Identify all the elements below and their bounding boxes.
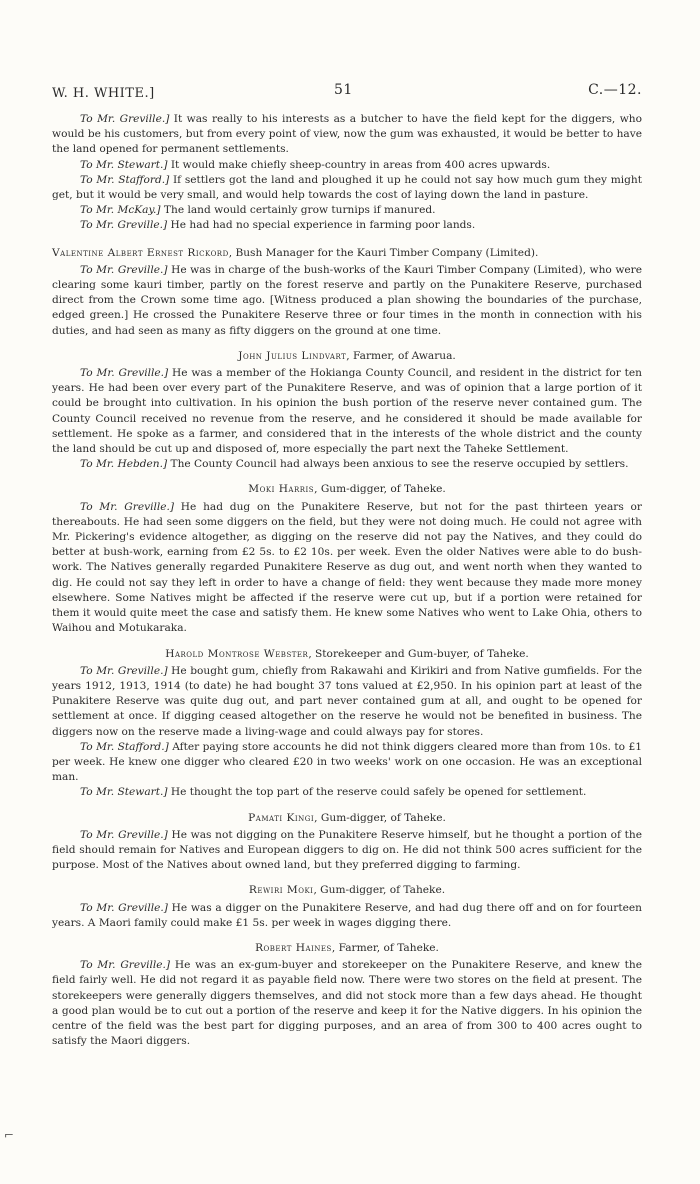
corner-mark: ⌐ — [4, 1128, 15, 1142]
testimony-paragraph: To Mr. Greville.] He was a member of the Hokianga County Council, and resident in the district for ten years. He had been over every part of the Punakitere Reserve, and was of opinion that a large portion of it could be brought into cultivation. In his opinion the bush portion of the reserve never contained gum. The County Council received no revenue from the reserve, and he considered it should be made available for settlement. He spoke as a farmer, and considered that in the interests of the whole district and the county the land should be cut up and disposed of, more especially the part next the Taheke Settlement. — [52, 367, 643, 456]
testimony-paragraph: To Mr. Greville.] He was not digging on the Punakitere Reserve himself, but he thought a portion of the field should remain for Natives and European diggers to dig on. He did not think 500 acres sufficient for the purpose. Most of the Natives about owned land, but they preferred digging to farming. — [52, 828, 643, 872]
witness-heading: Robert Haines, Farmer, of Taheke. — [255, 941, 439, 954]
witness-heading: Pamati Kingi, Gum-digger, of Taheke. — [248, 811, 446, 824]
testimony-paragraph: To Mr. Greville.] He had had no special experience in farming poor lands. — [80, 219, 476, 232]
page-number: 51 — [334, 82, 353, 98]
document-body — [52, 112, 642, 1049]
testimony-paragraph: To Mr. Stewart.] He thought the top part of the reserve could safely be opened for settlement. — [80, 786, 587, 799]
testimony-paragraph: To Mr. Greville.] He bought gum, chiefly from Rakawahi and Kirikiri and from Native gumfields. For the years 1912, 1913, 1914 (to date) he had bought 37 tons valued at £2,950. In his opinion part at least of the Punakitere Reserve was quite dug out, and part never contained gum at all, and ought to be opened for settlement at once. If digging ceased altogether on the reserve he would not be benefited in business. The diggers now on the reserve made a living-wage and could always pay for stores. — [52, 664, 643, 738]
witness-heading: John Julius Lindvart, Farmer, of Awarua. — [238, 349, 456, 362]
witness-heading: Valentine Albert Ernest Rickord, Bush Manager for the Kauri Timber Company (Limited). — [52, 246, 539, 259]
witness-heading: Rewiri Moki, Gum-digger, of Taheke. — [248, 884, 446, 897]
page-header — [52, 80, 642, 110]
testimony-paragraph: To Mr. Greville.] He was a digger on the Punakitere Reserve, and had dug there off and on for fourteen years. A Maori family could make £1 5s. per week in wages digging there. — [52, 901, 642, 929]
testimony-paragraph: To Mr. Stafford.] After paying store accounts he did not think diggers cleared more than from 10s. to £1 per week. He knew one digger who cleared £20 in two weeks' work on one occasion. He was an exceptional man. — [52, 740, 643, 784]
testimony-paragraph: To Mr. Greville.] He was an ex-gum-buyer and storekeeper on the Punakitere Reserve, and knew the field fairly well. He did not regard it as payable field now. There were two stores on the field at present. The storekeepers were generally diggers themselves, and did not stock more than a few days ahead. He thought a good plan would be to cut out a portion of the reserve and keep it for the Native diggers. In his opinion the centre of the field was the best part for digging purposes, and an area of from 300 to 400 acres ought to satisfy the Maori diggers. — [52, 959, 642, 1048]
document-reference: C.—12. — [588, 82, 642, 98]
testimony-paragraph: To Mr. Greville.] It was really to his interests as a butcher to have the field kept for the diggers, who would be his customers, but from every point of view, now the gum was exhausted, it would be better to have the land opened for permanent settlements. — [52, 113, 642, 156]
document-page — [52, 0, 642, 1049]
author-label: W. H. WHITE.] — [52, 86, 155, 101]
testimony-paragraph: To Mr. Hebden.] The County Council had always been anxious to see the reserve occupied by settlers. — [80, 458, 629, 471]
witness-heading: Moki Harris, Gum-digger, of Taheke. — [248, 483, 446, 496]
testimony-paragraph: To Mr. Stafford.] If settlers got the land and ploughed it up he could not say how much gum they might get, but it would be very small, and would help towards the cost of laying down the land in pasture. — [52, 173, 642, 202]
witness-heading: Harold Montrose Webster, Storekeeper and Gum-buyer, of Taheke. — [165, 647, 529, 660]
testimony-paragraph: To Mr. Stewart.] It would make chiefly sheep-country in areas from 400 acres upwards. — [80, 158, 551, 171]
testimony-paragraph: To Mr. Greville.] He had dug on the Punakitere Reserve, but not for the past thirteen years or thereabouts. He had seen some diggers on the field, but they were not doing much. He could not agree with Mr. Pickering's evidence altogether, as digging on the reserve did not pay the Natives, and they could do better at bush-work, earning from £2 5s. to £2 10s. per week. Even the older Natives were able to do bush-work. The Natives generally regarded Punakitere Reserve as dug out, and went north when they wanted to dig. He could not say they left in order to have a change of field: they went because they made more money elsewhere. Some Natives might be affected if the reserve were cut up, but if a portion were retained for them it would quite meet the case and satisfy them. He knew some Natives who went to Lake Ohia, others to Waihou and Motukaraka. — [52, 500, 642, 635]
testimony-paragraph: To Mr. Greville.] He was in charge of the bush-works of the Kauri Timber Company (Limited), who were clearing some kauri timber, partly on the forest reserve and partly on the Punakitere Reserve, purchased direct from the Crown some time ago. [Witness produced a plan showing the boundaries of the purchase, edged green.] He crossed the Punakitere Reserve three or four times in the month in connection with his duties, and had seen as many as fifty diggers on the ground at one time. — [52, 263, 642, 337]
testimony-paragraph: To Mr. McKay.] The land would certainly grow turnips if manured. — [80, 204, 436, 217]
